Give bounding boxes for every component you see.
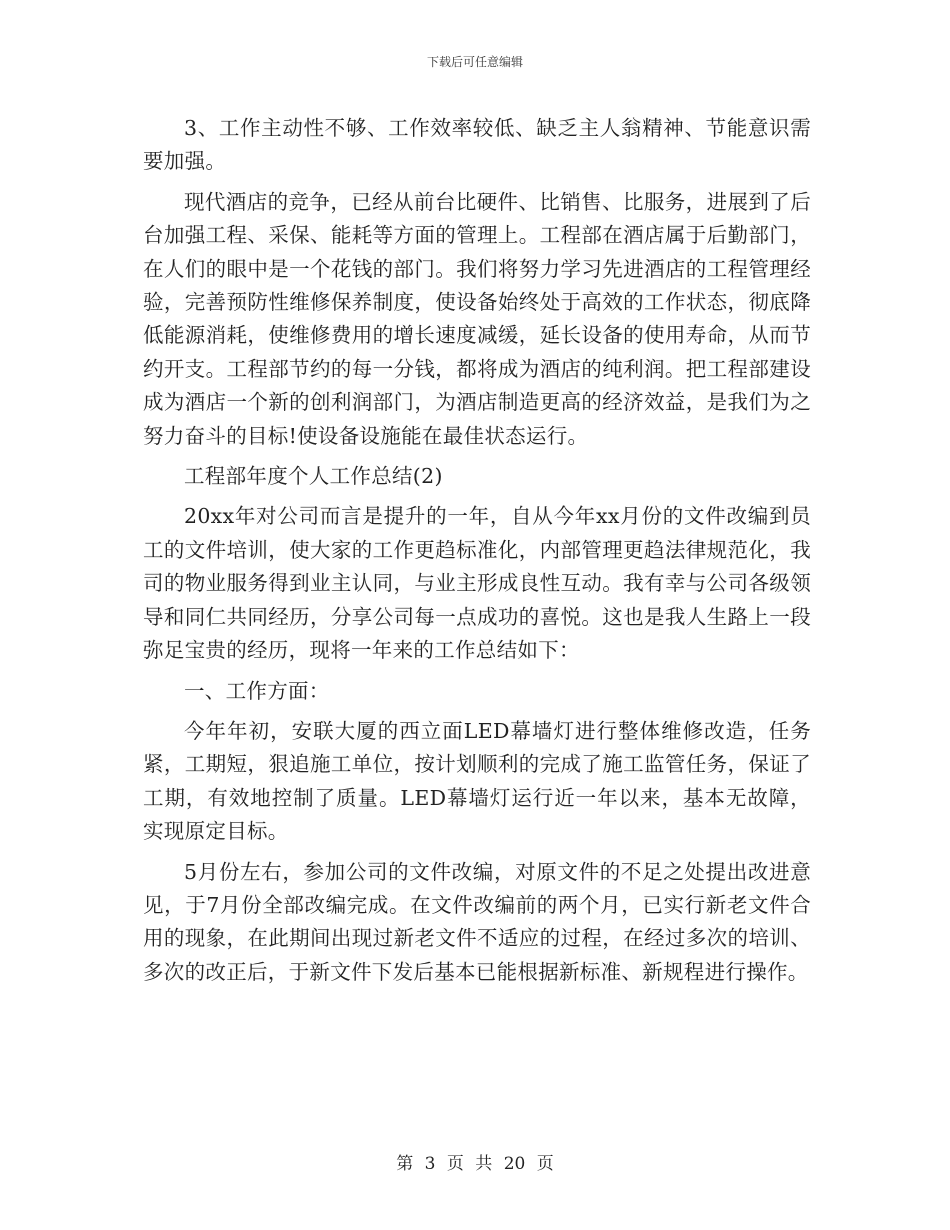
section-title: 工程部年度个人工作总结(2)	[184, 464, 443, 489]
paragraph-3: 20xx年对公司而言是提升的一年，自从今年xx月份的文件改编到员工的文件培训，使大家的工作更趋标准化，内部管理更趋法律规范化，我司的物业服务得到业主认同，与业主形成良性互动。我有幸与公司各级领导和同仁共同经历，分享公司每一点成功的喜悦。这也是我人生路上一段弥足宝贵的经历，现将一年来的工作总结如下：	[143, 504, 811, 663]
document-body	[143, 112, 811, 996]
page-number: 第 3 页 共 20 页	[396, 1154, 554, 1174]
subsection-heading: 一、工作方面：	[184, 678, 330, 703]
paragraph-5: 5月份左右，参加公司的文件改编，对原文件的不足之处提出改进意见，于7月份全部改编完成。在文件改编前的两个月，已实行新老文件合用的现象，在此期间出现过新老文件不适应的过程，在经过多次的培训、多次的改正后，于新文件下发后基本已能根据新标准、新规程进行操作。	[143, 859, 811, 984]
paragraph-2: 现代酒店的竞争，已经从前台比硬件、比销售、比服务，进展到了后台加强工程、采保、能耗等方面的管理上。工程部在酒店属于后勤部门，在人们的眼中是一个花钱的部门。我们将努力学习先进酒店的工程管理经验，完善预防性维修保养制度，使设备始终处于高效的工作状态，彻底降低能源消耗，使维修费用的增长速度减缓，延长设备的使用寿命，从而节约开支。工程部节约的每一分钱，都将成为酒店的纯利润。把工程部建设成为酒店一个新的创利润部门，为酒店制造更高的经济效益，是我们为之努力奋斗的目标!使设备设施能在最佳状态运行。	[143, 189, 811, 448]
paragraph-4: 今年年初，安联大厦的西立面LED幕墙灯进行整体维修改造，任务紧，工期短，狠追施工单位，按计划顺利的完成了施工监管任务，保证了工期，有效地控制了质量。LED幕墙灯运行近一年以来，基本无故障，实现原定目标。	[143, 718, 811, 844]
paragraph-1: 3、工作主动性不够、工作效率较低、缺乏主人翁精神、节能意识需要加强。	[143, 116, 811, 174]
page-header: 下载后可任意编辑	[426, 55, 523, 69]
